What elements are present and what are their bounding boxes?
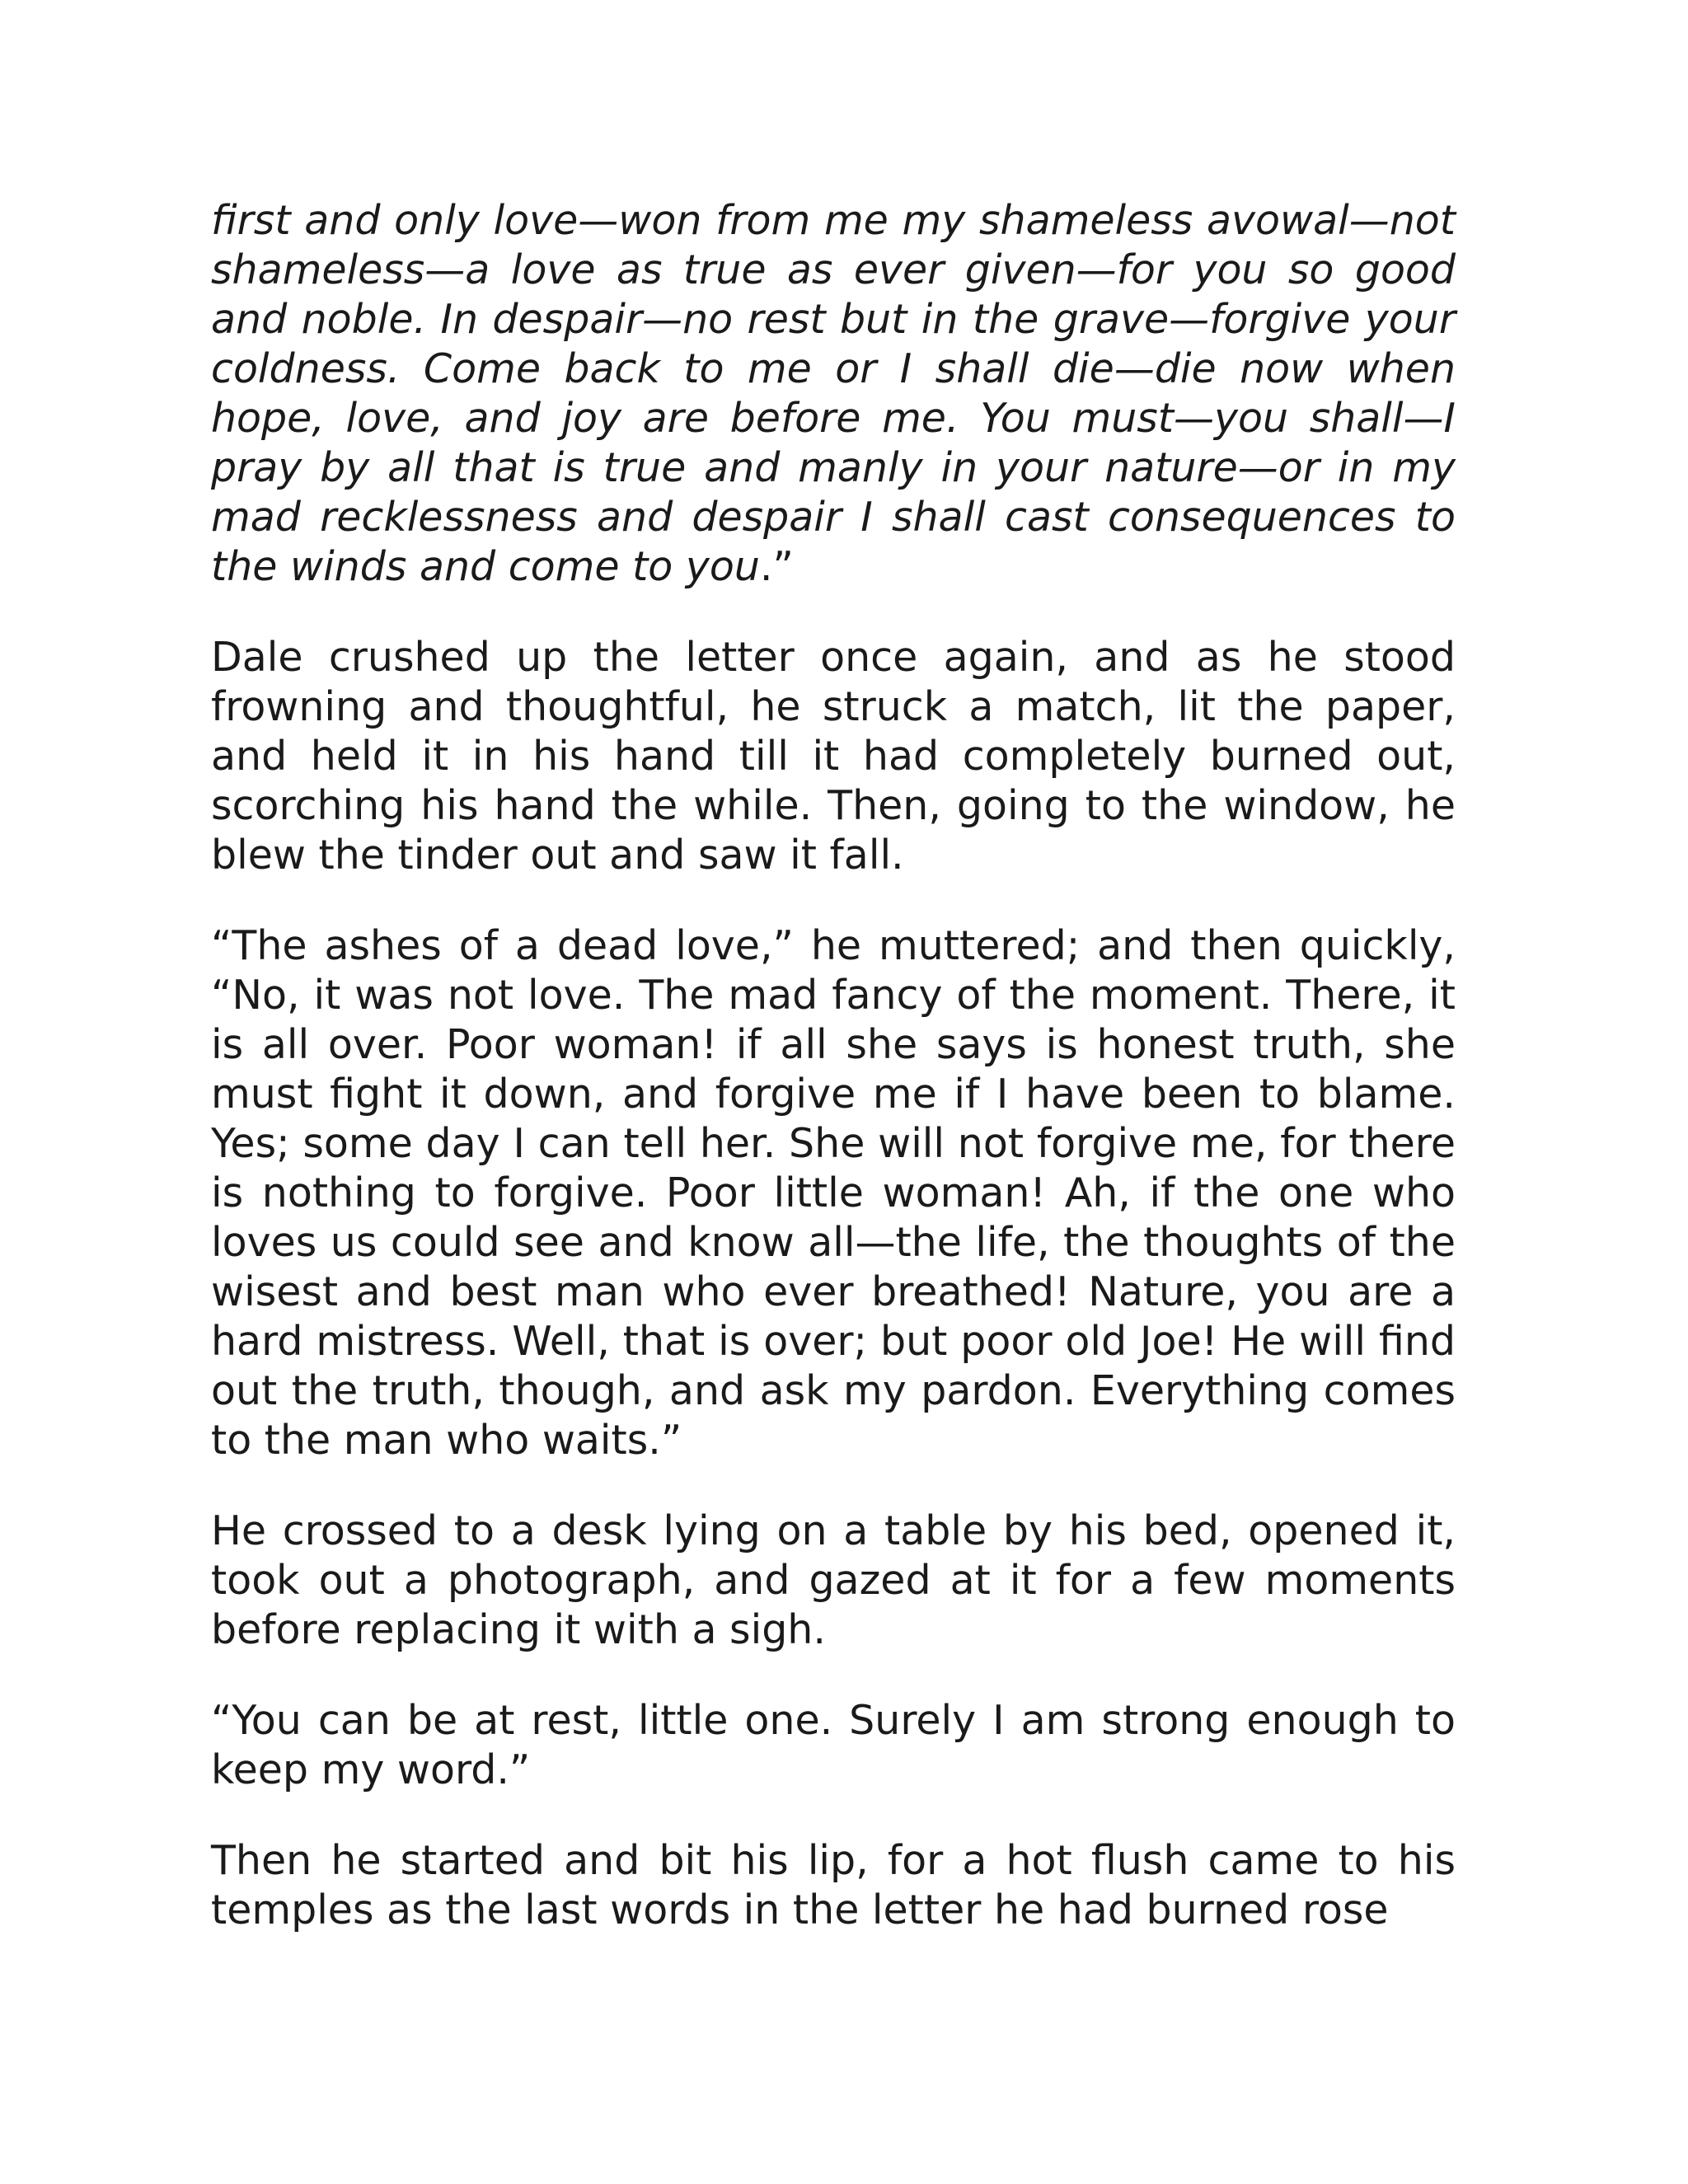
- letter-quote-text: first and only love—won from me my shameless avowal—not shameless—a love as true as ever given—for you so good and noble. In despair—no rest but in the grave—forgive your coldness. Come back to me or I shall die—die now when hope, love, and joy are before me. You must—you shall—I pray by all that is true and manly in your nature—or in my mad recklessness and despair I shall cast consequences to the winds and come to you: [211, 197, 1456, 590]
- paragraph-keep-word: “You can be at rest, little one. Surely I am strong enough to keep my word.”: [211, 1697, 1456, 1793]
- paragraph-photograph: He crossed to a desk lying on a table by his bed, opened it, took out a photograph, and gazed at it for a few moments before replacing it with a sigh.: [211, 1507, 1456, 1653]
- page-body: [211, 196, 1456, 1976]
- paragraph-ashes-monologue: “The ashes of a dead love,” he muttered; and then quickly, “No, it was not love. The mad fancy of the moment. There, it is all over. Poor woman! if all she says is honest truth, she must fight it down, and forgive me if I have been to blame. Yes; some day I can tell her. She will not forgive me, for there is nothing to forgive. Poor little woman! Ah, if the one who loves us could see and know all—the life, the thoughts of the wisest and best man who ever breathed! Nature, you are a hard mistress. Well, that is over; but poor old Joe! He will find out the truth, though, and ask my pardon. Everything comes to the man who waits.”: [211, 922, 1456, 1464]
- letter-quote-paragraph: [211, 196, 1456, 592]
- paragraph-letter-burned: Dale crushed up the letter once again, and as he stood frowning and thoughtful, he struck a match, lit the paper, and held it in his hand till it had completely burned out, scorching his hand the while. Then, going to the window, he blew the tinder out and saw it fall.: [211, 634, 1456, 879]
- paragraph-hot-flush: Then he started and bit his lip, for a hot flush came to his temples as the last words in the letter he had burned rose: [211, 1837, 1456, 1933]
- letter-quote-closing: .”: [759, 543, 794, 590]
